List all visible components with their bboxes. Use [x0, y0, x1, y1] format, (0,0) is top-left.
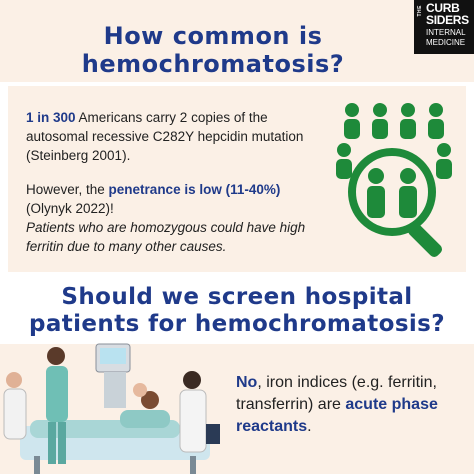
fact-penetrance: [26, 180, 316, 256]
person-icon: [400, 103, 416, 139]
person-icon: [399, 168, 417, 218]
logo-line4: MEDICINE: [426, 38, 466, 47]
section2-title: [10, 284, 464, 338]
answer-end: .: [307, 418, 312, 435]
person-icon: [336, 143, 352, 179]
page-title: [18, 22, 408, 78]
curbsiders-logo: [414, 0, 474, 54]
logo-line1: CURB: [426, 1, 460, 15]
title-line1: How common is: [103, 22, 323, 50]
person-icon: [344, 103, 360, 139]
fact-penetrance-cite: (Olynyk 2022)!: [26, 201, 114, 216]
fact-prevalence-bold: 1 in 300: [26, 110, 76, 125]
logo-the: THE: [417, 5, 423, 17]
logo-line3: INTERNAL: [426, 28, 466, 37]
fact-prevalence: [26, 108, 311, 165]
answer-mid: , iron indices (e.g. ferritin, transferrin) are: [236, 374, 437, 413]
person-icon: [372, 103, 388, 139]
person-icon: [428, 103, 444, 139]
screening-answer: [236, 372, 464, 438]
person-icon: [436, 143, 452, 179]
section2-title-line2: patients for hemochromatosis?: [28, 311, 446, 337]
fact-penetrance-italic: Patients who are homozygous could have high ferritin due to many other causes.: [26, 220, 306, 254]
answer-no: No: [236, 374, 258, 391]
fact-prevalence-text: Americans carry 2 copies of the autosomal recessive C282Y hepcidin mutation (Steinberg 2001).: [26, 110, 304, 163]
people-magnifier-icon: [330, 96, 466, 266]
fact-penetrance-lead: However, the: [26, 182, 109, 197]
section2-title-line1: Should we screen hospital: [61, 284, 413, 310]
hospital-staff-illustration: [0, 334, 232, 474]
fact-penetrance-bold: penetrance is low (11-40%): [108, 182, 281, 197]
logo-line2: SIDERS: [426, 13, 469, 27]
answer-bold: acute phase reactants: [236, 396, 438, 435]
title-line2: hemochromatosis?: [81, 50, 345, 78]
person-icon: [367, 168, 385, 218]
